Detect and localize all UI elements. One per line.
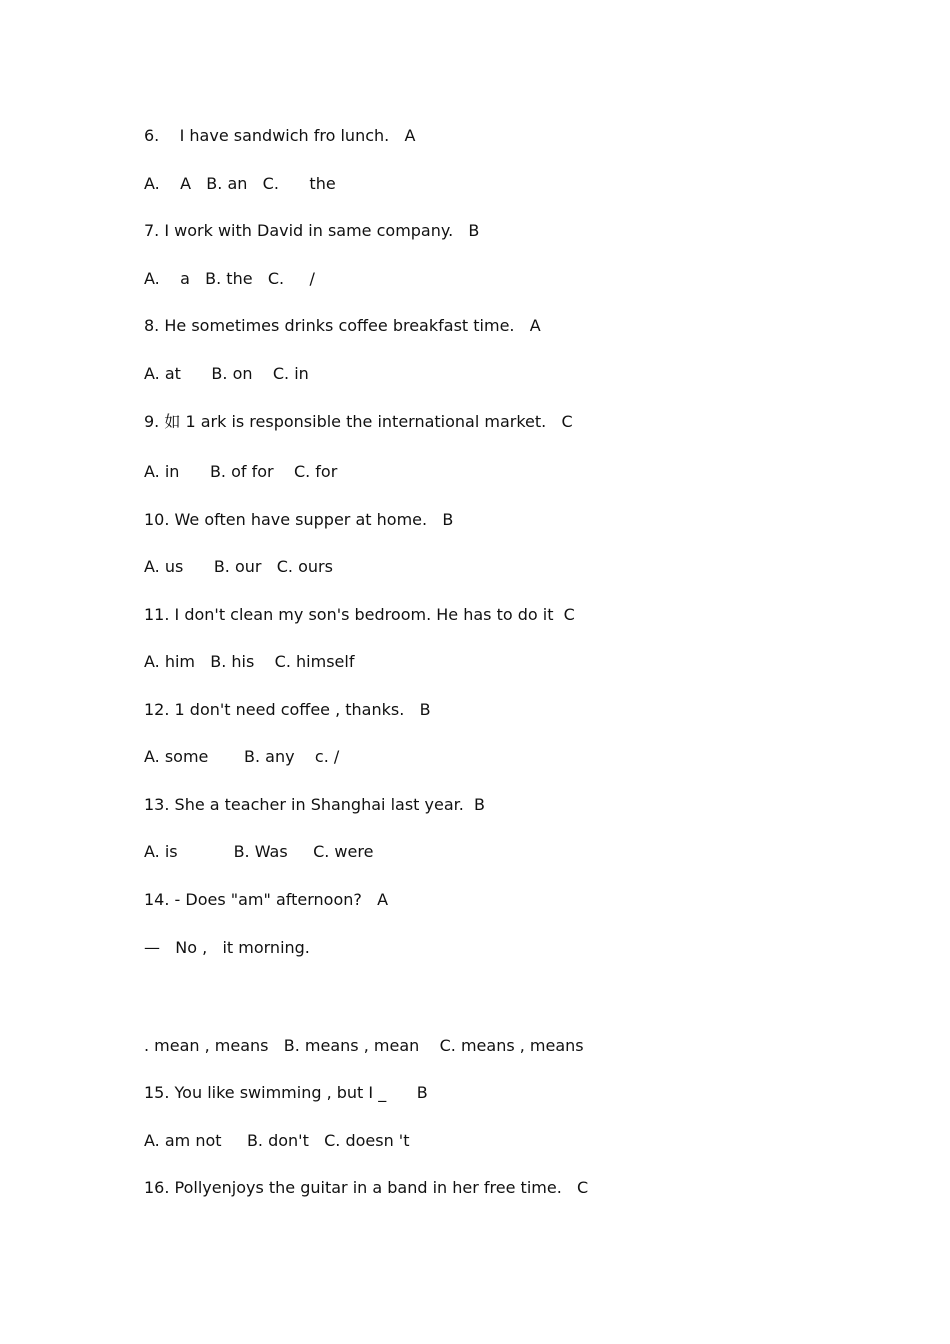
options-6: A. A B. an C. the — [144, 174, 336, 193]
question-6: 6. I have sandwich fro lunch. A — [144, 126, 416, 145]
question-14: 14. - Does "am" afternoon? A — [144, 890, 389, 909]
options-15: A. am not B. don't C. doesn 't — [144, 1131, 410, 1150]
question-16: 16. Pollyenjoys the guitar in a band in her free time. C — [144, 1178, 589, 1197]
options-13: A. is B. Was C. were — [144, 842, 374, 861]
options-14: . mean , means B. means , mean C. means , means — [144, 1036, 584, 1055]
question-8: 8. He sometimes drinks coffee breakfast time. A — [144, 316, 541, 335]
question-11: 11. I don't clean my son's bedroom. He has to do it C — [144, 605, 575, 624]
question-7: 7. I work with David in same company. B — [144, 221, 480, 240]
options-12: A. some B. any c. / — [144, 747, 340, 766]
question-12: 12. 1 don't need coffee , thanks. B — [144, 700, 431, 719]
options-8: A. at B. on C. in — [144, 364, 309, 383]
question-13: 13. She a teacher in Shanghai last year. B — [144, 795, 485, 814]
options-11: A. him B. his C. himself — [144, 652, 355, 671]
options-9: A. in B. of for C. for — [144, 462, 338, 481]
question-14-reply: — No , it morning. — [144, 938, 310, 957]
question-9: 9. 如 1 ark is responsible the international market. C — [144, 412, 573, 431]
question-15: 15. You like swimming , but I _ B — [144, 1083, 428, 1102]
options-7: A. a B. the C. / — [144, 269, 315, 288]
question-10: 10. We often have supper at home. B — [144, 510, 454, 529]
options-10: A. us B. our C. ours — [144, 557, 333, 576]
